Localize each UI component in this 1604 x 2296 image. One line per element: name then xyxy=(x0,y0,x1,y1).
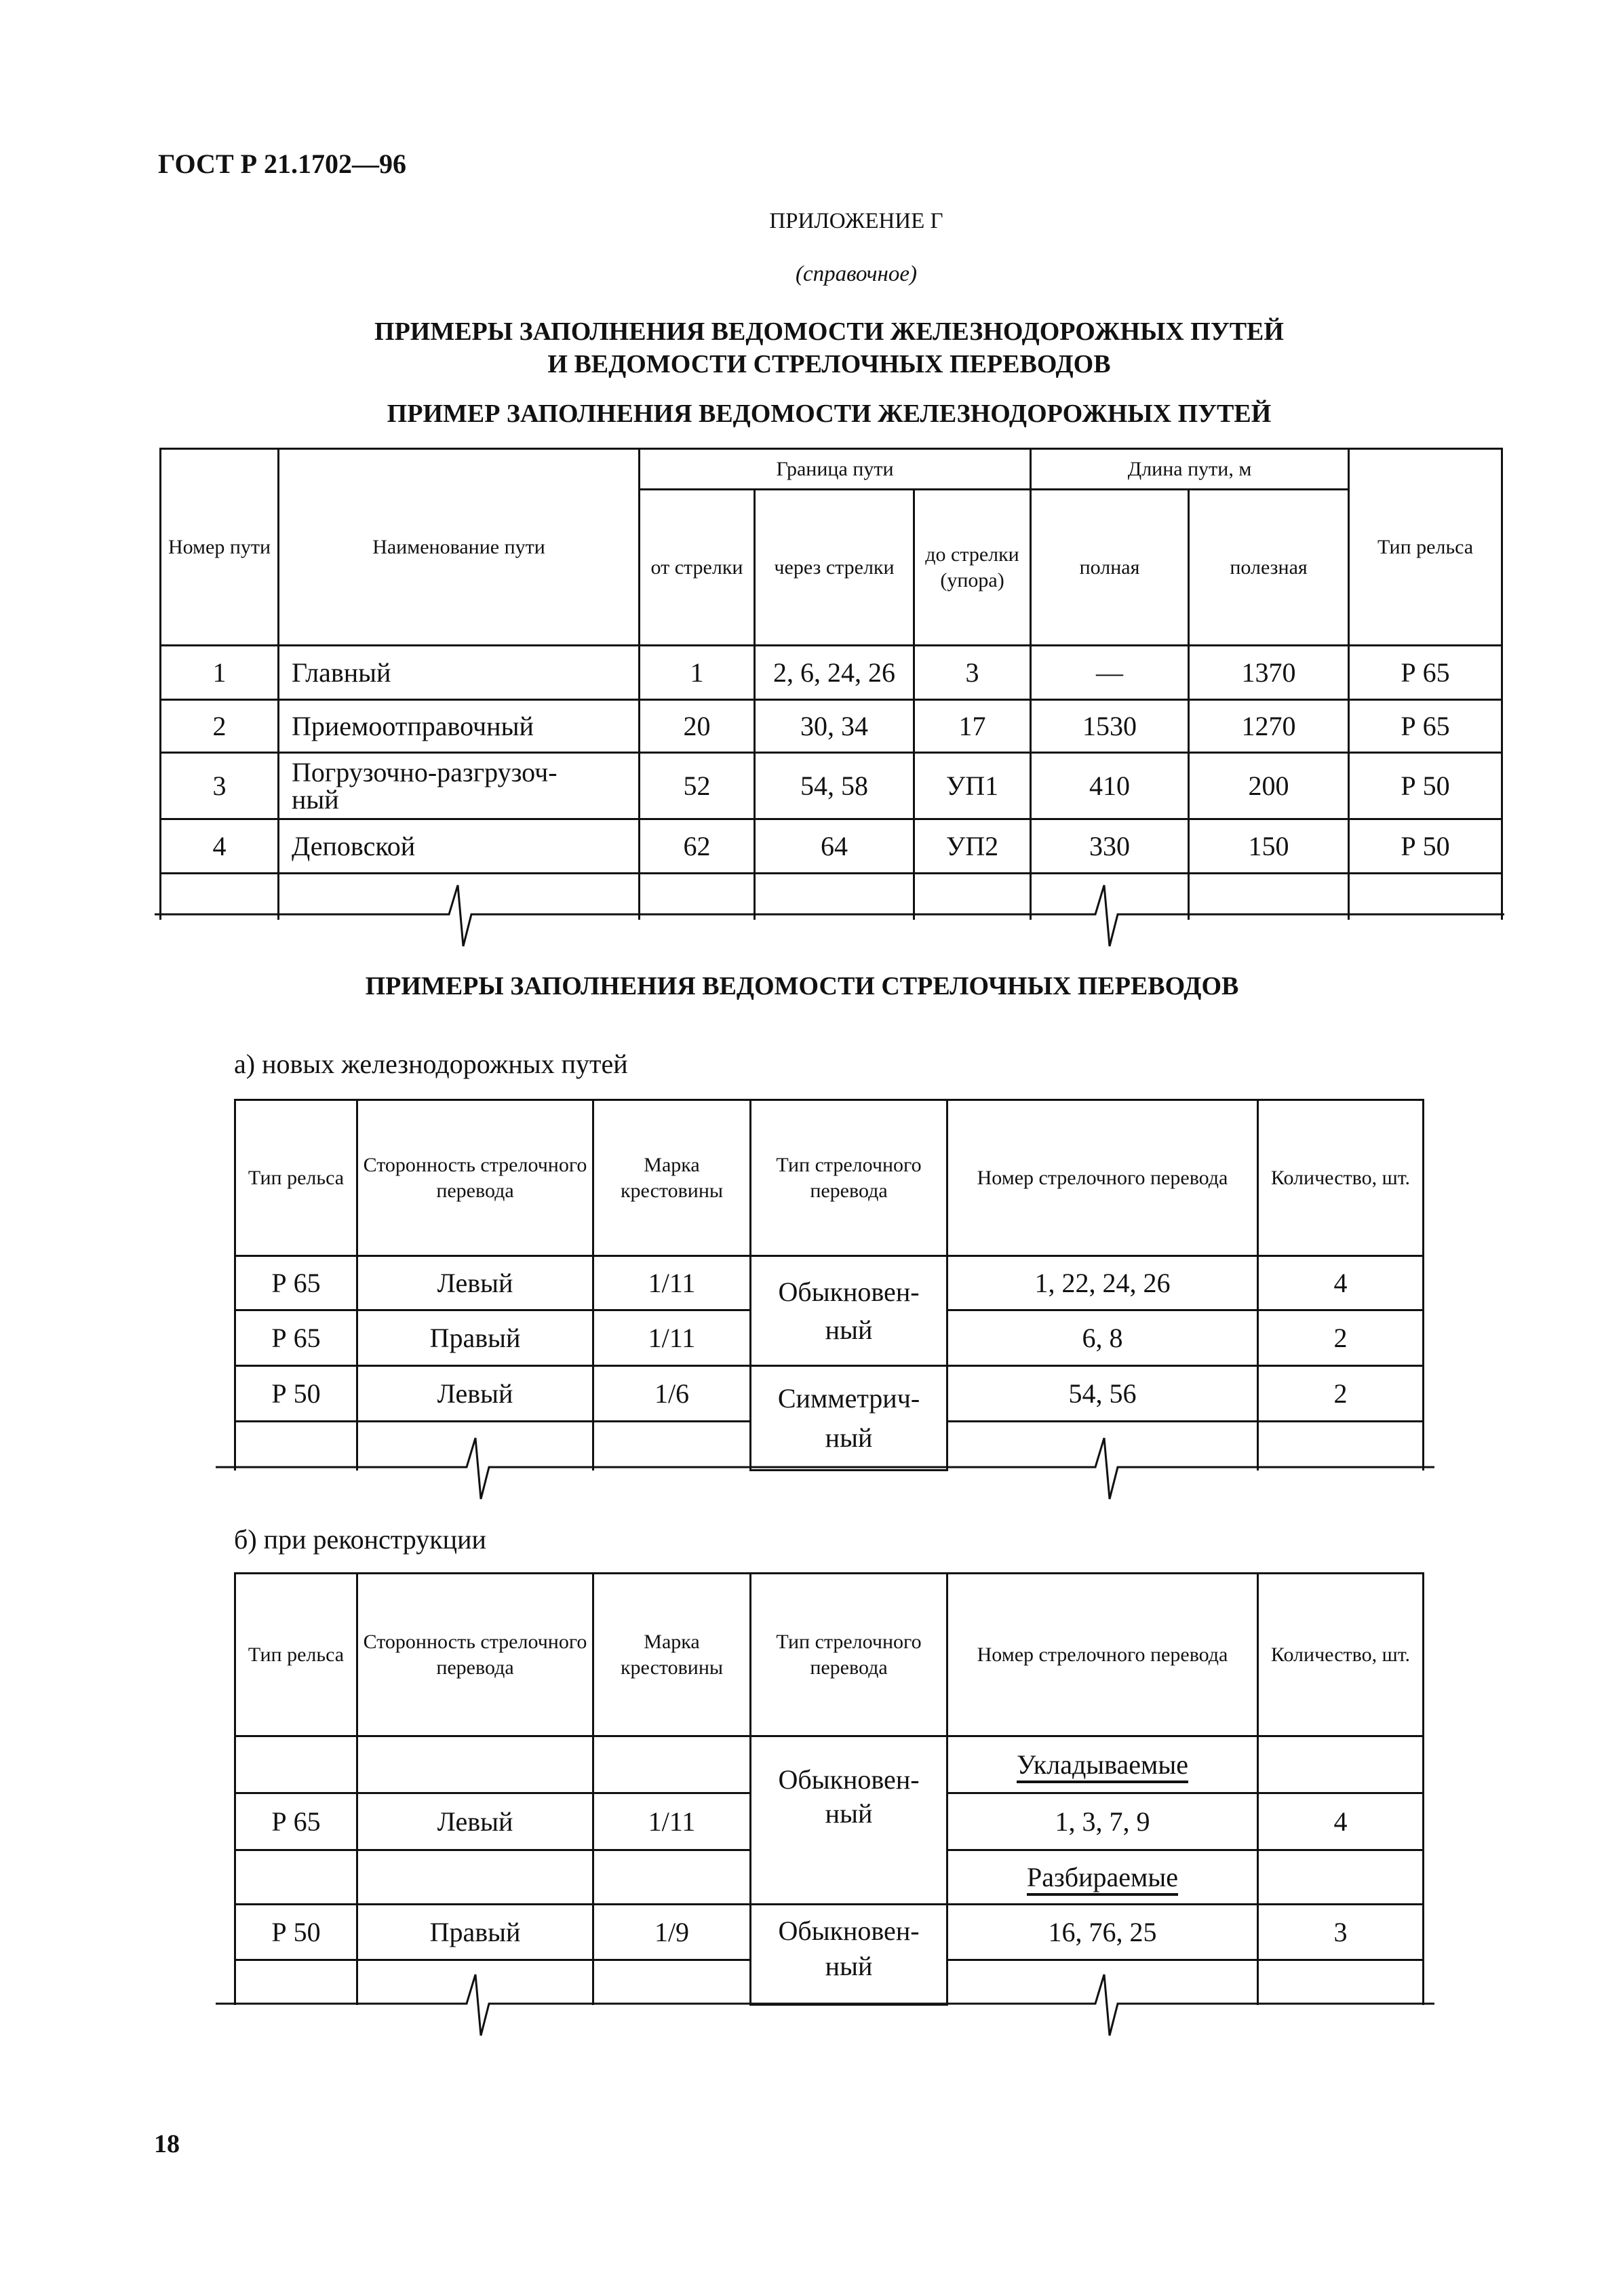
header-track-name: Наименование пути xyxy=(279,449,640,646)
header-frog-mark: Марка крестовины xyxy=(593,1100,751,1256)
track-via: 64 xyxy=(755,819,914,874)
track-rail: Р 65 xyxy=(1349,646,1502,700)
new-tracks-label: а) новых железнодорожных путей xyxy=(234,1049,628,1079)
track-number: 1 xyxy=(161,646,279,700)
switch-type: Обыкновен- ный xyxy=(751,1256,947,1366)
switch-number: 16, 76, 25 xyxy=(947,1905,1258,1960)
header-to-switch: до стрелки (упора) xyxy=(914,490,1031,646)
header-via-switches: через стрелки xyxy=(755,490,914,646)
header-switch-side: Сторонность стрелочного перевода xyxy=(357,1574,593,1736)
header-length: Длина пути, м xyxy=(1031,449,1349,490)
header-boundary: Граница пути xyxy=(640,449,1031,490)
frog-mark: 1/11 xyxy=(593,1793,751,1850)
track-useful: 1370 xyxy=(1189,646,1349,700)
switch-side: Правый xyxy=(357,1905,593,1960)
track-via: 2, 6, 24, 26 xyxy=(755,646,914,700)
quantity: 2 xyxy=(1258,1366,1424,1422)
header-switch-number: Номер стрелочного перевода xyxy=(947,1574,1258,1736)
header-switch-type: Тип стрелочного перевода xyxy=(751,1100,947,1256)
switch-side: Правый xyxy=(357,1310,593,1366)
frog-mark: 1/11 xyxy=(593,1256,751,1310)
track-from: 62 xyxy=(640,819,755,874)
quantity: 3 xyxy=(1258,1905,1424,1960)
track-full: 410 xyxy=(1031,753,1189,819)
section-laid-label: Укладываемые xyxy=(1017,1749,1188,1780)
switch-number: 1, 22, 24, 26 xyxy=(947,1256,1258,1310)
track-to: УП1 xyxy=(914,753,1031,819)
section-dismantled-label: Разбираемые xyxy=(1026,1862,1178,1892)
track-from: 20 xyxy=(640,700,755,753)
track-number: 3 xyxy=(161,753,279,819)
header-from-switch: от стрелки xyxy=(640,490,755,646)
quantity: 2 xyxy=(1258,1310,1424,1366)
break-line-switches-reconstruction xyxy=(216,1974,1434,2036)
switch-number: 54, 56 xyxy=(947,1366,1258,1422)
break-line-switches-new xyxy=(216,1438,1434,1499)
switch-type: Обыкновен- ный xyxy=(751,1905,947,2005)
track-number: 2 xyxy=(161,700,279,753)
header-switch-side: Сторонность стрелочного перевода xyxy=(357,1100,593,1256)
rail-type: Р 65 xyxy=(235,1310,357,1366)
track-name: Погрузочно-разгрузоч- ный xyxy=(279,753,640,819)
track-number: 4 xyxy=(161,819,279,874)
header-quantity: Количество, шт. xyxy=(1258,1574,1424,1736)
header-quantity: Количество, шт. xyxy=(1258,1100,1424,1256)
quantity: 4 xyxy=(1258,1256,1424,1310)
break-line-tracks xyxy=(155,885,1504,946)
track-useful: 1270 xyxy=(1189,700,1349,753)
track-full: — xyxy=(1031,646,1189,700)
header-full-length: полная xyxy=(1031,490,1189,646)
frog-mark: 1/9 xyxy=(593,1905,751,1960)
track-useful: 200 xyxy=(1189,753,1349,819)
page-number: 18 xyxy=(154,2130,180,2158)
tracks-title: ПРИМЕР ЗАПОЛНЕНИЯ ВЕДОМОСТИ ЖЕЛЕЗНОДОРОЖНЫХ ПУТЕЙ xyxy=(387,400,1272,428)
header-frog-mark: Марка крестовины xyxy=(593,1574,751,1736)
switch-number: 6, 8 xyxy=(947,1310,1258,1366)
track-name: Главный xyxy=(279,646,640,700)
rail-type: Р 65 xyxy=(235,1256,357,1310)
rail-type: Р 65 xyxy=(235,1793,357,1850)
track-via: 54, 58 xyxy=(755,753,914,819)
switch-side: Левый xyxy=(357,1366,593,1422)
switch-type: Симметрич- ный xyxy=(751,1366,947,1471)
header-switch-number: Номер стрелочного перевода xyxy=(947,1100,1258,1256)
switch-side: Левый xyxy=(357,1256,593,1310)
frog-mark: 1/6 xyxy=(593,1366,751,1422)
header-track-number: Номер пути xyxy=(161,449,279,646)
reconstruction-label: б) при реконструкции xyxy=(234,1524,486,1555)
track-to: УП2 xyxy=(914,819,1031,874)
header-rail-type: Тип рельса xyxy=(235,1100,357,1256)
appendix-reference: (справочное) xyxy=(796,262,917,286)
track-name: Приемоотправочный xyxy=(279,700,640,753)
track-to: 17 xyxy=(914,700,1031,753)
header-useful-length: полезная xyxy=(1189,490,1349,646)
track-from: 1 xyxy=(640,646,755,700)
track-rail: Р 65 xyxy=(1349,700,1502,753)
header-rail-type: Тип рельса xyxy=(1349,449,1502,646)
switch-type: Обыкновен- ный xyxy=(751,1736,947,1905)
switches-title: ПРИМЕРЫ ЗАПОЛНЕНИЯ ВЕДОМОСТИ СТРЕЛОЧНЫХ ПЕРЕВОДОВ xyxy=(365,972,1239,1000)
switch-number: 1, 3, 7, 9 xyxy=(947,1793,1258,1850)
track-useful: 150 xyxy=(1189,819,1349,874)
rail-type: Р 50 xyxy=(235,1366,357,1422)
main-title-line2: И ВЕДОМОСТИ СТРЕЛОЧНЫХ ПЕРЕВОДОВ xyxy=(547,350,1111,378)
track-rail: Р 50 xyxy=(1349,753,1502,819)
rail-type: Р 50 xyxy=(235,1905,357,1960)
track-from: 52 xyxy=(640,753,755,819)
track-via: 30, 34 xyxy=(755,700,914,753)
document-code: ГОСТ Р 21.1702—96 xyxy=(158,149,407,179)
appendix-label: ПРИЛОЖЕНИЕ Г xyxy=(769,209,943,233)
track-to: 3 xyxy=(914,646,1031,700)
main-title-line1: ПРИМЕРЫ ЗАПОЛНЕНИЯ ВЕДОМОСТИ ЖЕЛЕЗНОДОРОЖНЫХ ПУТЕЙ xyxy=(374,317,1284,346)
track-full: 1530 xyxy=(1031,700,1189,753)
frog-mark: 1/11 xyxy=(593,1310,751,1366)
switch-side: Левый xyxy=(357,1793,593,1850)
header-switch-type: Тип стрелочного перевода xyxy=(751,1574,947,1736)
track-name: Деповской xyxy=(279,819,640,874)
track-rail: Р 50 xyxy=(1349,819,1502,874)
quantity: 4 xyxy=(1258,1793,1424,1850)
track-full: 330 xyxy=(1031,819,1189,874)
header-rail-type: Тип рельса xyxy=(235,1574,357,1736)
